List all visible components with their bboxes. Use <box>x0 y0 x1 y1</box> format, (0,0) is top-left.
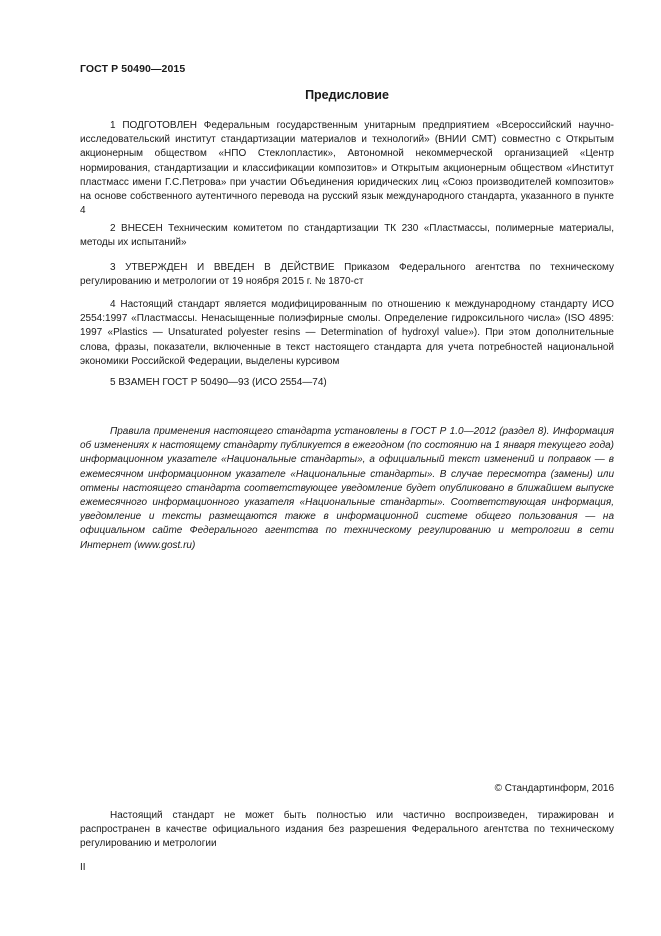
preface-item-3: 3 УТВЕРЖДЕН И ВВЕДЕН В ДЕЙСТВИЕ Приказом Федерального агентства по техническому регулированию и метрологии от 19 ноября 2015 г. № 1870-ст <box>80 262 614 288</box>
preface-item-2: 2 ВНЕСЕН Техническим комитетом по стандартизации ТК 230 «Пластмассы, полимерные материалы, методы их испытаний» <box>80 223 614 249</box>
reproduction-rights-notice: Настоящий стандарт не может быть полностью или частично воспроизведен, тиражирован и распространен в качестве официального издания без разрешения Федерального агентства по техническому регулированию и метрологии <box>80 810 614 850</box>
application-rules-notice: Правила применения настоящего стандарта установлены в ГОСТ Р 1.0—2012 (раздел 8). Информация об изменениях к настоящему стандарту публикуется в ежегодном (по состоянию на 1 января текущего года) информационном указателе «Национальные стандарты», а официальный текст изменений и поправок — в ежемесячном информационном указателе «Национальные стандарты». В случае пересмотра (замены) или отмены настоящего стандарта соответствующее уведомление будет опубликовано в ближайшем выпуске ежемесячного информационного указателя «Национальные стандарты». Соответствующая информация, уведомление и тексты размещаются также в информационной системе общего пользования — на официальном сайте Федерального агентства по техническому регулированию и метрологии в сети Интернет (www.gost.ru) <box>80 426 614 551</box>
preface-title: Предисловие <box>305 88 389 102</box>
preface-item-5: 5 ВЗАМЕН ГОСТ Р 50490—93 (ИСО 2554—74) <box>110 377 327 388</box>
preface-item-1: 1 ПОДГОТОВЛЕН Федеральным государственным унитарным предприятием «Всероссийский научно-исследовательский институт стандартизации материалов и технологий» (ВНИИ СМТ) совместно с Открытым акционерным обществом «НПО Стеклопластик», Автономной некоммерческой организацией «Центр нормирования, стандартизации и классификации композитов» и Открытым акционерным обществом «Институт пластмасс имени Г.С.Петрова» при участии Объединения юридических лиц «Союз производителей композитов» на основе собственного аутентичного перевода на русский язык международного стандарта, указанного в пункте 4 <box>80 120 614 217</box>
standard-id-header: ГОСТ Р 50490—2015 <box>80 63 186 75</box>
page-number: II <box>80 862 86 873</box>
copyright-line: © Стандартинформ, 2016 <box>494 783 614 794</box>
preface-item-4: 4 Настоящий стандарт является модифицированным по отношению к международному стандарту ИСО 2554:1997 «Пластмассы. Ненасыщенные полиэфирные смолы. Определение гидроксильного числа» (ISO 4895: 1997 «Plastics — Unsaturated polyester resins — Determination of hydroxyl value»). При этом дополнительные слова, фразы, показатели, включенные в текст настоящего стандарта для учета потребностей национальной экономики Российской Федерации, выделены курсивом <box>80 299 614 367</box>
